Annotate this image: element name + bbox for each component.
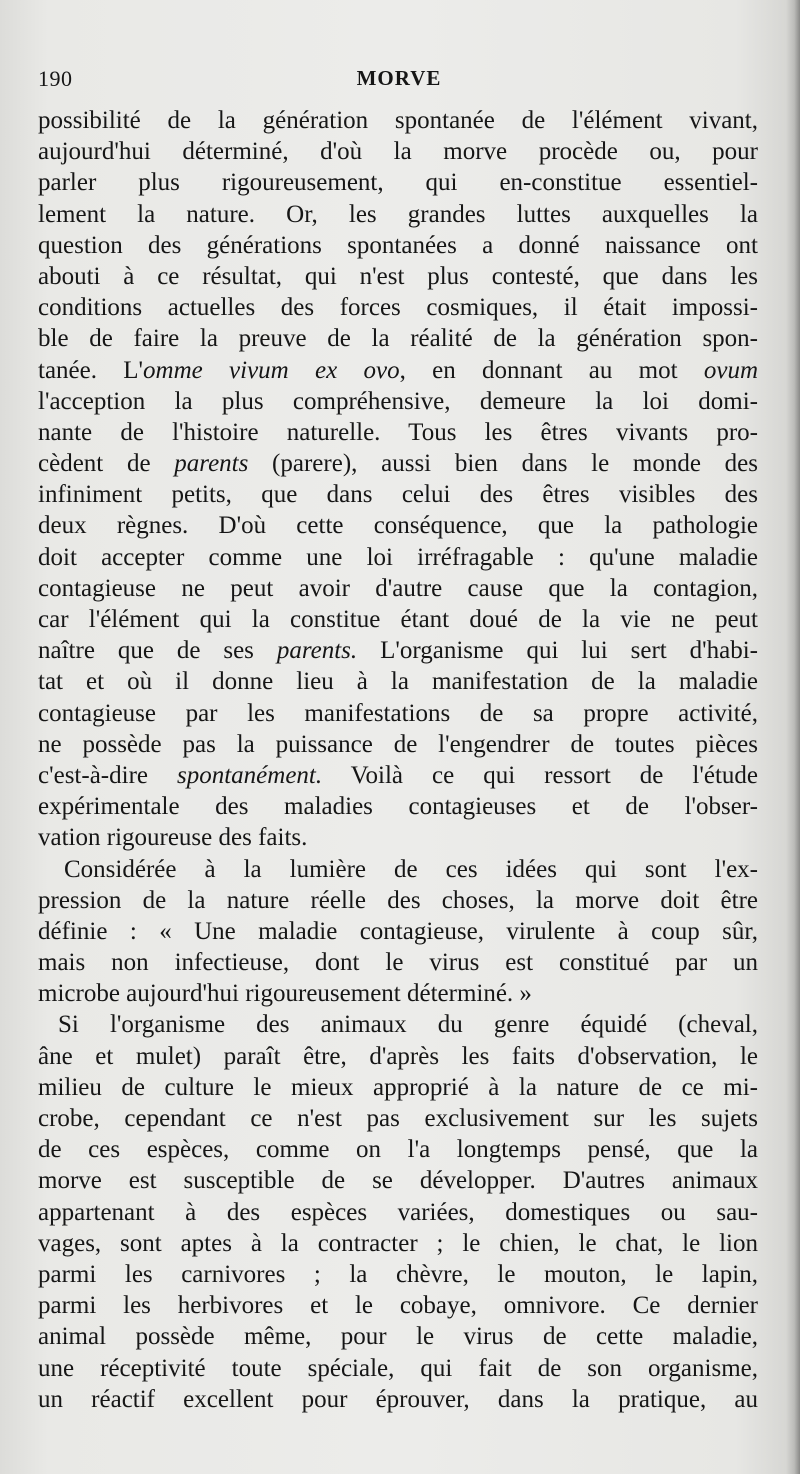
- text-line: tat et où il donne lieu à la manifestation de la maladie: [38, 668, 758, 696]
- text-line: de ces espèces, comme on l'a longtemps pensé, que la: [38, 1136, 758, 1164]
- text-line: pression de la nature réelle des choses, la morve doit être: [38, 886, 758, 914]
- text-line: vation rigoureuse des faits.: [38, 824, 308, 852]
- text-line: c'est-à-dire spontanément. Voilà ce qui ressort de l'étude: [38, 761, 758, 789]
- running-head: [38, 66, 760, 96]
- text-line: Si l'organisme des animaux du genre équidé (cheval,: [58, 1011, 758, 1039]
- italic-term: ovum: [703, 356, 758, 384]
- text-line: expérimentale des maladies contagieuses et de l'obser-: [38, 793, 758, 821]
- italic-term: spontanément.: [177, 761, 323, 789]
- text-line: l'acception la plus compréhensive, demeure la loi domi-: [38, 387, 758, 415]
- text-line: lement la nature. Or, les grandes luttes auxquelles la: [38, 200, 758, 228]
- text-line: deux règnes. D'où cette conséquence, que la pathologie: [38, 512, 758, 540]
- running-title: MORVE: [356, 66, 442, 90]
- text-line: contagieuse ne peut avoir d'autre cause que la contagion,: [38, 574, 758, 602]
- text-line: conditions actuelles des forces cosmiques, il était impossi-: [38, 294, 758, 322]
- text-line: morve est susceptible de se développer. D'autres animaux: [38, 1167, 758, 1195]
- text-line: définie : « Une maladie contagieuse, virulente à coup sûr,: [38, 917, 758, 945]
- page-number: 190: [38, 66, 73, 91]
- text-line: crobe, cependant ce n'est pas exclusivement sur les sujets: [38, 1105, 758, 1132]
- text-line: parmi les herbivores et le cobaye, omnivore. Ce dernier: [38, 1292, 758, 1320]
- text-line: aujourd'hui déterminé, d'où la morve procède ou, pour: [38, 138, 758, 166]
- text-line: parmi les carnivores ; la chèvre, le mouton, le lapin,: [38, 1260, 758, 1288]
- text-line: parler plus rigoureusement, qui en-constitue essentiel-: [38, 169, 758, 197]
- text-line: contagieuse par les manifestations de sa propre activité,: [38, 699, 758, 727]
- text-line: car l'élément qui la constitue étant doué de la vie ne peut: [38, 606, 758, 633]
- text-line: mais non infectieuse, dont le virus est constitué par un: [38, 949, 758, 977]
- text-line: ne possède pas la puissance de l'engendrer de toutes pièces: [38, 730, 758, 758]
- text-line: question des générations spontanées a donné naissance ont: [38, 231, 758, 259]
- text-line: naître que de ses parents. L'organisme qui lui sert d'habi-: [38, 637, 758, 665]
- text-line: possibilité de la génération spontanée de l'élément vivant,: [38, 107, 758, 134]
- text-line: une réceptivité toute spéciale, qui fait de son organisme,: [38, 1354, 758, 1382]
- text-line: âne et mulet) paraît être, d'après les faits d'observation, le: [38, 1042, 758, 1070]
- text-line: microbe aujourd'hui rigoureusement déterminé. »: [38, 980, 532, 1008]
- text-line: nante de l'histoire naturelle. Tous les êtres vivants pro-: [38, 418, 758, 446]
- text-line: Considérée à la lumière de ces idées qui sont l'ex-: [64, 855, 758, 883]
- page-edge-shadow: [786, 0, 800, 1474]
- text-line: animal possède même, pour le virus de cette maladie,: [38, 1323, 758, 1351]
- italic-term: omme vivum ex ovo: [143, 356, 400, 384]
- text-line: un réactif excellent pour éprouver, dans la pratique, au: [38, 1385, 758, 1413]
- text-line: cèdent de parents (parere), aussi bien dans le monde des: [38, 450, 758, 478]
- text-line: tanée. L'omme vivum ex ovo, en donnant au mot ovum: [38, 356, 758, 384]
- text-line: milieu de culture le mieux approprié à la nature de ce mi-: [38, 1073, 758, 1101]
- body-text: [38, 105, 758, 1415]
- text-line: infiniment petits, que dans celui des êtres visibles des: [38, 481, 758, 509]
- text-line: doit accepter comme une loi irréfragable : qu'une maladie: [38, 543, 758, 571]
- italic-term: parents.: [276, 637, 358, 665]
- text-line: appartenant à des espèces variées, domestiques ou sau-: [38, 1198, 758, 1226]
- italic-term: parents: [174, 450, 249, 478]
- text-line: vages, sont aptes à la contracter ; le chien, le chat, le lion: [38, 1229, 758, 1257]
- text-line: ble de faire la preuve de la réalité de la génération spon-: [38, 325, 758, 353]
- text-line: abouti à ce résultat, qui n'est plus contesté, que dans les: [38, 262, 758, 290]
